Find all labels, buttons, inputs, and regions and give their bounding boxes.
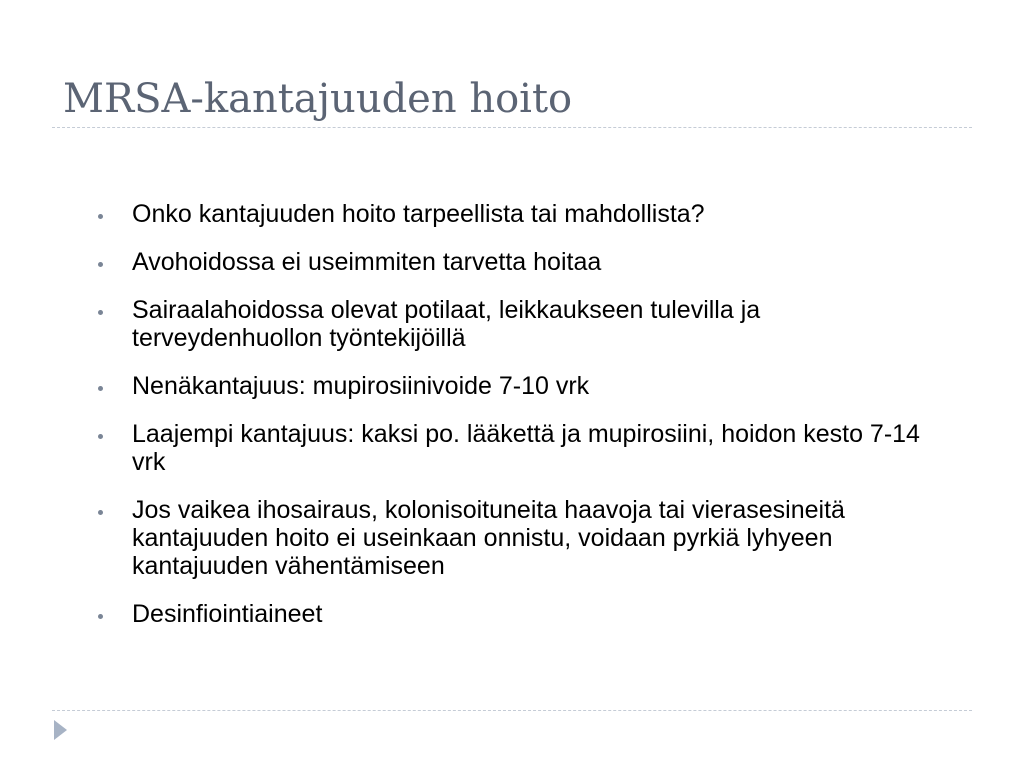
bullet-text: Avohoidossa ei useimmiten tarvetta hoitaa: [132, 248, 602, 276]
bullet-text: Jos vaikea ihosairaus, kolonisoituneita haavoja tai vierasesineitä kantajuuden hoito ei useinkaan onnistu, voidaan pyrkiä lyhyeen kantajuuden vähentämiseen: [132, 496, 845, 580]
bullet-item: [94, 200, 944, 228]
bullet-item: [94, 372, 944, 400]
bullet-dot-icon: [98, 510, 103, 515]
bullet-dot-icon: [98, 214, 103, 219]
bullet-dot-icon: [98, 434, 103, 439]
bullet-dot-icon: [98, 614, 103, 619]
bullet-dot-icon: [98, 262, 103, 267]
triangle-right-icon: [54, 720, 67, 740]
footer-divider: [52, 710, 972, 711]
slide-title: MRSA-kantajuuden hoito: [63, 76, 573, 122]
bullet-text: Desinfiointiaineet: [132, 600, 323, 628]
bullet-text: Nenäkantajuus: mupirosiinivoide 7-10 vrk: [132, 372, 590, 400]
bullet-dot-icon: [98, 310, 103, 315]
bullet-item: [94, 496, 944, 580]
bullet-text: Sairaalahoidossa olevat potilaat, leikkaukseen tulevilla ja terveydenhuollon työntekijöillä: [132, 296, 761, 352]
bullet-text: Onko kantajuuden hoito tarpeellista tai mahdollista?: [132, 200, 705, 228]
bullet-list: [94, 200, 944, 648]
bullet-item: [94, 420, 944, 476]
bullet-item: [94, 248, 944, 276]
bullet-text: Laajempi kantajuus: kaksi po. lääkettä ja mupirosiini, hoidon kesto 7-14 vrk: [132, 420, 920, 476]
bullet-item: [94, 296, 944, 352]
bullet-item: [94, 600, 944, 628]
bullet-dot-icon: [98, 386, 103, 391]
title-divider: [52, 127, 972, 128]
